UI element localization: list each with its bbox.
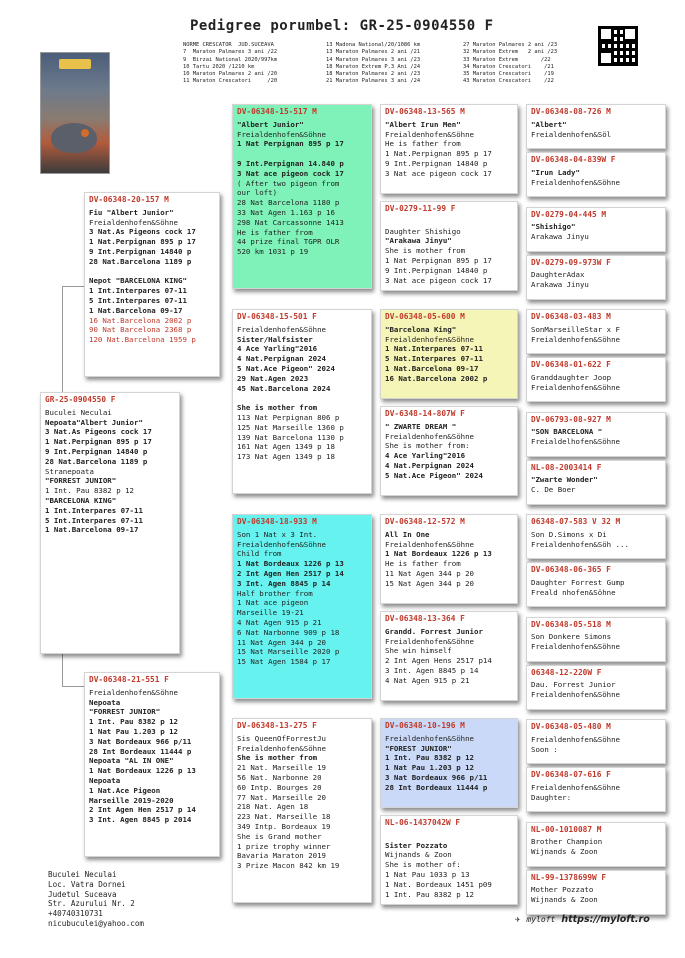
pedigree-line: 28 Nat Barcelona 1180 p: [237, 198, 340, 208]
pedigree-line: 77 Nat. Marseille 20: [237, 792, 326, 802]
pedigree-line: "Zwarte Wonder": [531, 475, 598, 485]
pedigree-line: 28 Int Bordeaux 11444 p: [385, 782, 488, 792]
pedigree-line: 3 Prize Macon 842 km 19: [237, 861, 340, 871]
pedigree-line: Nepot "BARCELONA KING": [89, 276, 187, 286]
result-line: 33 Maraton Extrem /22: [463, 56, 551, 63]
pedigree-line: 28 Nat.Barcelona 1189 p: [89, 256, 192, 266]
pedigree-line: Freialdenhofen&Söhne: [89, 217, 178, 227]
ring-number: DV-06348-01-622 F: [531, 360, 611, 369]
pedigree-line: Nepoata"Albert Junior": [45, 417, 143, 427]
pedigree-line: Freialdelhofen&Söhne: [531, 437, 620, 447]
address-line: +40740310731: [48, 909, 103, 919]
pedigree-line: Bavaria Maraton 2019: [237, 851, 326, 861]
great-great-grandparent-card: [526, 617, 666, 662]
pedigree-line: 3 Int. Agen 8845 p 14: [385, 665, 479, 675]
pedigree-line: Freialdenhofen&Söhne: [237, 129, 326, 139]
pedigree-line: Freialdenhofen&Söl: [531, 129, 612, 139]
pedigree-line: 1 Nat.Interpares 07-11: [385, 344, 483, 354]
pedigree-line: 3 Nat.As Pigeons cock 17: [89, 227, 196, 237]
pedigree-line: 2 Int Agen Hens 2517 p14: [385, 656, 492, 666]
pedigree-line: Wijnands & Zoon: [531, 847, 598, 857]
pedigree-line: She is mother of:: [385, 860, 461, 870]
pedigree-line: She is mother from: [237, 403, 318, 413]
pedigree-line: 4 Ace Yarling"2016: [237, 344, 318, 354]
pedigree-line: 45 Nat.Barcelona 2024: [237, 383, 331, 393]
result-line: 10 Maraton Palmares 2 ani /20: [183, 71, 278, 78]
pedigree-line: "Albert Junior": [237, 119, 304, 129]
pedigree-line: 2 Int Agen Hen 2517 p 14: [89, 805, 196, 815]
ring-number: DV-06348-12-572 M: [385, 517, 465, 526]
pedigree-line: "Shishigo": [531, 222, 576, 232]
great-great-grandparent-card: [526, 309, 666, 354]
great-grandparent-card: [380, 815, 518, 905]
result-line: 18 Maraton Extrem P.3 Ani /24: [326, 63, 421, 70]
result-line: 14 Maraton Palmares 3 ani /23: [326, 56, 421, 63]
pedigree-line: 1 Nat Bordeaux 1226 p 13: [89, 766, 196, 776]
pedigree-line: Soon :: [531, 744, 558, 754]
pedigree-line: 1 Nat Pau 1033 p 13: [385, 869, 470, 879]
qr-code: [598, 26, 638, 66]
pedigree-line: Son 1 Nat x 3 Int.: [237, 529, 318, 539]
ring-number: DV-06348-03-483 M: [531, 312, 611, 321]
great-great-grandparent-card: [526, 870, 666, 915]
result-line: 35 Maraton Crescatori /19: [463, 71, 554, 78]
great-grandparent-card: [380, 611, 518, 701]
grandparent-card: [232, 718, 372, 903]
pedigree-line: 1 Nat. Bordeaux 1451 p09: [385, 879, 492, 889]
pedigree-line: Grandd. Forrest Junior: [385, 626, 483, 636]
great-great-grandparent-card: [526, 255, 666, 300]
pedigree-line: Freialdenhofen&Söhne: [531, 177, 620, 187]
pedigree-line: 5 Int.Interpares 07-11: [45, 515, 143, 525]
pedigree-line: Son D.Simons x Di: [531, 529, 607, 539]
ring-number: DV-06348-10-196 M: [385, 721, 465, 730]
pedigree-line: 9 Int.Perpignan 14840 p: [385, 265, 488, 275]
pedigree-line: 1 Nat.Barcelona 09-17: [385, 363, 479, 373]
great-great-grandparent-card: [526, 665, 666, 710]
pedigree-line: 16 Nat.Barcelona 2002 p: [89, 315, 192, 325]
great-grandparent-card: [380, 104, 518, 194]
pedigree-line: Fiu "Albert Junior": [89, 207, 174, 217]
pedigree-line: 28 Nat.Barcelona 1189 p: [45, 456, 148, 466]
pedigree-line: Freald nhofen&Söhne: [531, 587, 616, 597]
ring-number: DV-06348-05-600 M: [385, 312, 465, 321]
pedigree-line: 4 Nat.Perpignan 2024: [385, 460, 474, 470]
address-line: Loc. Vatra Dornei: [48, 879, 126, 889]
pedigree-line: 3 Nat.As Pigeons cock 17: [45, 427, 152, 437]
loft-photo: [40, 52, 110, 174]
pedigree-line: She is mother from: [385, 246, 466, 256]
pedigree-line: 113 Nat Perpignan 806 p: [237, 412, 340, 422]
pedigree-line: [237, 149, 367, 159]
results-col-2: [326, 42, 420, 86]
ring-number: NL-06-1437042W F: [385, 818, 461, 827]
ring-number: NL-08-2003414 F: [531, 462, 602, 472]
pedigree-line: Brother Champion: [531, 837, 603, 847]
pedigree-line: 1 Nat Bordeaux 1226 p 13: [385, 549, 492, 559]
pedigree-line: 5 Nat.Ace Pigeon" 2024: [237, 363, 335, 373]
great-grandparent-card: [380, 309, 518, 399]
pedigree-line: "FORREST JUNIOR": [89, 707, 161, 717]
ring-number: GR-25-0904550 F: [45, 395, 116, 404]
pedigree-line: Freialdenhofen&Söhne: [385, 539, 474, 549]
pedigree-line: Freialdenhofen&Söh ...: [531, 539, 629, 549]
pedigree-line: 298 Nat Carcassonne 1413: [237, 217, 344, 227]
pedigree-line: 3 Nat Bordeaux 966 p/11: [385, 772, 488, 782]
pedigree-line: C. De Boer: [531, 485, 576, 495]
pedigree-line: Freialdenhofen&Söhne: [89, 687, 178, 697]
pedigree-line: 1 Nat Pau 1.203 p 12: [89, 726, 178, 736]
pedigree-line: 1 Int. Pau 8382 p 12: [385, 753, 474, 763]
pedigree-line: "Arakawa Jinyu": [385, 236, 452, 246]
pedigree-line: 1 Int. Pau 8382 p 12: [385, 889, 474, 899]
pedigree-line: [237, 393, 367, 403]
pedigree-line: "SON BARCELONA ": [531, 427, 603, 437]
pedigree-line: 1 Int.Interpares 07-11: [45, 505, 143, 515]
great-great-grandparent-card: [526, 719, 666, 764]
pedigree-line: 56 Nat. Narbonne 20: [237, 772, 322, 782]
result-line: 32 Maraton Extrem 2 ani /23: [463, 49, 558, 56]
pedigree-line: 1 Nat.Ace Pigeon: [89, 785, 161, 795]
pedigree-line: "Barcelona King": [385, 324, 457, 334]
pedigree-line: He is father from: [385, 139, 461, 149]
great-great-grandparent-card: [526, 822, 666, 867]
pedigree-line: Stranepoata: [45, 466, 94, 476]
myloft-logo-icon: ✈: [515, 914, 521, 925]
pedigree-line: " ZWARTE DREAM ": [385, 421, 457, 431]
pedigree-line: 139 Nat Barcelona 1130 p: [237, 432, 344, 442]
pedigree-line: Freialdenhofen&Söhne: [531, 782, 620, 792]
address-line: Judetul Suceava: [48, 889, 117, 899]
pedigree-line: He is father from: [385, 559, 461, 569]
pedigree-line: 120 Nat.Barcelona 1959 p: [89, 335, 196, 345]
breeder-address: [48, 870, 144, 929]
pedigree-line: 3 Nat Bordeaux 966 p/11: [89, 736, 192, 746]
pedigree-line: "Albert Irun Men": [385, 119, 461, 129]
pedigree-line: Child from: [237, 549, 282, 559]
brand-logo-text: myloft: [526, 915, 556, 924]
pedigree-line: Freialdenhofen&Söhne: [385, 431, 474, 441]
pedigree-line: Arakawa Jinyu: [531, 232, 589, 242]
great-grandparent-card: [380, 514, 518, 604]
great-great-grandparent-card: [526, 514, 666, 559]
pedigree-line: Mother Pozzato: [531, 885, 594, 895]
ring-number: DV-06348-13-275 F: [237, 721, 317, 730]
pedigree-line: Daughter:: [531, 792, 572, 802]
ring-number: 06348-12-220W F: [531, 667, 602, 677]
pedigree-line: 1 prize trophy winner: [237, 841, 331, 851]
pedigree-line: 16 Nat.Barcelona 2002 p: [385, 373, 488, 383]
pedigree-line: Freialdenhofen&Söhne: [237, 539, 326, 549]
great-grandparent-card: [380, 406, 518, 496]
result-line: 11 Maraton Crescatori /20: [183, 78, 278, 85]
ring-number: DV-06348-06-365 F: [531, 565, 611, 574]
pedigree-line: "Irun Lady": [531, 167, 580, 177]
pedigree-line: 21 Nat. Marseille 19: [237, 763, 326, 773]
pigeon-eye-image: [81, 129, 89, 137]
pedigree-line: [89, 267, 215, 277]
ring-number: DV-06793-08-927 M: [531, 414, 611, 424]
result-line: 27 Maraton Palmares 2 ani /23: [463, 42, 558, 48]
pedigree-line: Freialdenhofen&Söhne: [531, 382, 620, 392]
great-grandparent-card: [380, 201, 518, 291]
address-line: Str. Azurului Nr. 2: [48, 899, 135, 909]
pedigree-line: 1 Nat Perpignan 895 p 17: [385, 255, 492, 265]
pedigree-line: Freialdenhofen&Söhne: [531, 734, 620, 744]
pedigree-line: 3 Int. Agen 8845 p 2014: [89, 815, 192, 825]
pedigree-line: 9 Int.Perpignan 14840 p: [45, 446, 148, 456]
pedigree-line: 161 Nat Agen 1349 p 18: [237, 442, 335, 452]
pedigree-line: Sis QueenOfForrestJu: [237, 733, 326, 743]
pedigree-line: Freialdenhofen&Söhne: [385, 334, 474, 344]
pedigree-line: 5 Int.Interpares 07-11: [89, 295, 187, 305]
results-col-1: [183, 42, 277, 86]
grandparent-card: [232, 104, 372, 289]
ring-number: DV-0279-09-973W F: [531, 257, 611, 267]
pedigree-line: Daughter Forrest Gump: [531, 577, 625, 587]
pedigree-line: 1 Nat Bordeaux 1226 p 13: [237, 559, 344, 569]
result-line: 13 Madona National/20/1086 km: [326, 42, 421, 48]
pedigree-line: DaughterAdax: [531, 270, 585, 280]
pedigree-line: 44 prize final TGPR OLR: [237, 237, 340, 247]
pedigree-line: "FORREST JUNIOR": [45, 476, 117, 486]
pedigree-line: 4 Nat Agen 915 p 21: [237, 617, 322, 627]
pedigree-line: Daughter Shishigo: [385, 226, 461, 236]
pedigree-line: 1 Nat Perpignan 895 p 17: [237, 139, 344, 149]
pedigree-line: Marseille 19-21: [237, 608, 304, 618]
pedigree-line: 3 Nat ace pigeon cock 17: [385, 168, 492, 178]
pedigree-line: Nepoata "AL IN ONE": [89, 756, 174, 766]
pedigree-line: 1 Nat Pau 1.203 p 12: [385, 763, 474, 773]
pedigree-line: 3 Int. Agen 8845 p 14: [237, 578, 331, 588]
great-great-grandparent-card: [526, 357, 666, 402]
pedigree-line: Freialdenhofen&Söhne: [531, 642, 620, 652]
results-col-3: [463, 42, 557, 86]
result-line: 18 Maraton Palmares 2 ani /23: [326, 71, 421, 78]
pedigree-line: SonMarseilleStar x F: [531, 324, 620, 334]
pedigree-line: 4 Nat Agen 915 p 21: [385, 675, 470, 685]
pedigree-line: 11 Nat Agen 344 p 20: [385, 568, 474, 578]
pedigree-line: 173 Nat Agen 1349 p 18: [237, 452, 335, 462]
father-card: [84, 192, 220, 377]
ring-number: NL-99-1378699W F: [531, 872, 607, 882]
pedigree-line: 349 Intp. Bordeaux 19: [237, 821, 331, 831]
page-title: Pedigree porumbel: GR-25-0904550 F: [190, 18, 494, 34]
pedigree-line: 90 Nat Barcelona 2368 p: [89, 325, 192, 335]
pedigree-line: 1 Nat.Barcelona 09-17: [89, 305, 183, 315]
pedigree-line: ( After two pigeon from: [237, 178, 340, 188]
pedigree-line: Nepoata: [89, 697, 121, 707]
pedigree-line: She win himself: [385, 646, 452, 656]
pedigree-line: 223 Nat. Marseille 18: [237, 812, 331, 822]
grandparent-card: [232, 514, 372, 699]
ring-number: NL-00-1010087 M: [531, 824, 602, 834]
pedigree-line: [385, 217, 513, 227]
pedigree-line: 5 Nat.Interpares 07-11: [385, 354, 483, 364]
pedigree-line: Freialdenhofen&Söhne: [385, 636, 474, 646]
pedigree-line: 3 Nat ace pigeon cock 17: [385, 275, 492, 285]
great-great-grandparent-card: [526, 104, 666, 149]
pedigree-line: 520 km 1031 p 19: [237, 247, 309, 257]
pedigree-line: 29 Nat.Agen 2023: [237, 373, 309, 383]
pedigree-line: "BARCELONA KING": [45, 495, 117, 505]
pedigree-line: 60 Intp. Bourges 20: [237, 782, 322, 792]
pedigree-line: 1 Int. Pau 8382 p 12: [89, 717, 178, 727]
great-great-grandparent-card: [526, 460, 666, 505]
pedigree-line: Wijnands & Zoon: [531, 895, 598, 905]
great-great-grandparent-card: [526, 767, 666, 812]
grandparent-card: [232, 309, 372, 494]
pedigree-line: 11 Nat Agen 344 p 20: [237, 637, 326, 647]
ring-number: DV-06348-08-726 M: [531, 107, 611, 116]
pedigree-line: 5 Nat.Ace Pigeon" 2024: [385, 470, 483, 480]
pedigree-line: Granddaughter Joop: [531, 372, 612, 382]
pedigree-line: 6 Nat Narbonne 909 p 18: [237, 627, 340, 637]
pedigree-line: Nepoata: [89, 775, 121, 785]
great-great-grandparent-card: [526, 207, 666, 252]
pedigree-line: She is Grand mother: [237, 831, 322, 841]
pedigree-line: All In One: [385, 529, 430, 539]
pedigree-line: 1 Nat.Perpignan 895 p 17: [45, 437, 152, 447]
ring-number: DV-06348-15-517 M: [237, 107, 317, 116]
ring-number: DV-06348-05-480 M: [531, 722, 611, 731]
result-line: 43 Maraton Crescatori /22: [463, 78, 554, 85]
pedigree-line: 1 Int.Interpares 07-11: [89, 286, 187, 296]
ring-number: DV-06348-13-364 F: [385, 614, 465, 623]
pedigree-line: 15 Nat Marseille 2020 p: [237, 647, 340, 657]
pedigree-line: "FOREST JUNIOR": [385, 743, 452, 753]
pedigree-line: Sister/Halfsister: [237, 334, 313, 344]
address-line: Buculei Neculai: [48, 870, 117, 879]
result-line: 9 Birzai National 2020/997km: [183, 56, 278, 63]
great-great-grandparent-card: [526, 152, 666, 197]
pedigree-line: 15 Nat Agen 344 p 20: [385, 578, 474, 588]
ring-number: DV-06348-21-551 F: [89, 675, 169, 684]
pedigree-line: our loft): [237, 188, 278, 198]
ring-number: DV-06348-18-933 M: [237, 517, 317, 526]
great-grandparent-card: [380, 718, 518, 808]
pedigree-line: "Albert": [531, 119, 567, 129]
great-great-grandparent-card: [526, 562, 666, 607]
loft-logo: [59, 59, 91, 69]
pedigree-line: Buculei Neculai: [45, 407, 112, 417]
result-line: 13 Maraton Palmares 2 ani /21: [326, 49, 421, 56]
pedigree-line: 4 Ace Yarling"2016: [385, 451, 466, 461]
pedigree-line: Dau. Forrest Junior: [531, 680, 616, 690]
pedigree-line: Marseille 2019-2020: [89, 795, 174, 805]
result-line: 34 Maraton Crescatori /21: [463, 63, 554, 70]
ring-number: DV-0279-11-99 F: [385, 204, 456, 213]
pedigree-line: 1 Nat.Perpignan 895 p 17: [385, 149, 492, 159]
pedigree-line: 1 Int. Pau 8382 p 12: [45, 486, 134, 496]
ring-number: DV-06348-15-501 F: [237, 312, 317, 321]
pedigree-line: 9 Int.Perpignan 14.840 p: [237, 158, 344, 168]
pedigree-line: 28 Int Bordeaux 11444 p: [89, 746, 192, 756]
ring-number: DV-06348-20-157 M: [89, 195, 169, 204]
pedigree-line: Freialdenhofen&Söhne: [237, 324, 326, 334]
ring-number: DV-0279-04-445 M: [531, 209, 607, 219]
pedigree-line: Freialdenhofen&Söhne: [531, 690, 620, 700]
pedigree-line: Freialdenhofen&Söhne: [385, 733, 474, 743]
pedigree-line: Arakawa Jinyu: [531, 280, 589, 290]
pedigree-line: He is father from: [237, 227, 313, 237]
pedigree-line: [385, 831, 513, 841]
pigeon-head-image: [51, 123, 97, 153]
brand-footer: [515, 914, 650, 925]
pedigree-line: 218 Nat. Agen 18: [237, 802, 309, 812]
pedigree-line: She is mother from: [237, 753, 318, 763]
pedigree-line: Son Donkere Simons: [531, 632, 612, 642]
result-line: 21 Maraton Palmares 3 ani /24: [326, 78, 421, 85]
mother-card: [84, 672, 220, 857]
pedigree-line: 3 Nat ace pigeon cock 17: [237, 168, 344, 178]
ring-number: DV-6348-14-807W F: [385, 409, 465, 418]
ring-number: DV-06348-04-839W F: [531, 155, 616, 164]
ring-number: DV-06348-05-518 M: [531, 619, 611, 629]
brand-url[interactable]: https://myloft.ro: [561, 914, 650, 925]
pedigree-line: Freialdenhofen&Söhne: [531, 334, 620, 344]
pedigree-line: 4 Nat.Perpignan 2024: [237, 354, 326, 364]
ring-number: 06348-07-583 V 32 M: [531, 517, 621, 526]
pedigree-line: 1 Nat.Perpignan 895 p 17: [89, 237, 196, 247]
pedigree-line: 15 Nat Agen 1584 p 17: [237, 657, 331, 667]
pedigree-line: Sister Pozzato: [385, 840, 448, 850]
ring-number: DV-06348-13-565 M: [385, 107, 465, 116]
result-line: 10 Tartu 2020 /1210 km: [183, 63, 255, 70]
pedigree-line: Wijnands & Zoon: [385, 850, 452, 860]
pedigree-line: Freialdenhofen&Söhne: [385, 129, 474, 139]
pedigree-line: Half brother from: [237, 588, 313, 598]
pedigree-line: 33 Nat Agen 1.163 p 16: [237, 207, 335, 217]
pedigree-line: 2 Int Agen Hen 2517 p 14: [237, 568, 344, 578]
pedigree-line: 1 Nat ace pigeon: [237, 598, 309, 608]
result-line: NORME CRESCATOR JUD.SUCEAVA: [183, 42, 274, 48]
pedigree-line: 9 Int.Perpignan 14840 p: [385, 158, 488, 168]
pedigree-line: 125 Nat Marseille 1360 p: [237, 422, 344, 432]
pedigree-line: 9 Int.Perpignan 14840 p: [89, 246, 192, 256]
subject-pigeon-card: [40, 392, 180, 654]
pedigree-line: She is mother from:: [385, 441, 470, 451]
great-great-grandparent-card: [526, 412, 666, 457]
result-line: 7 Maraton Palmares 3 ani /22: [183, 49, 278, 56]
address-line: nicubuculei@yahoo.com: [48, 918, 145, 928]
pedigree-line: 1 Nat.Barcelona 09-17: [45, 525, 139, 535]
ring-number: DV-06348-07-616 F: [531, 770, 611, 779]
pedigree-line: Freialdenhofen&Söhne: [237, 743, 326, 753]
